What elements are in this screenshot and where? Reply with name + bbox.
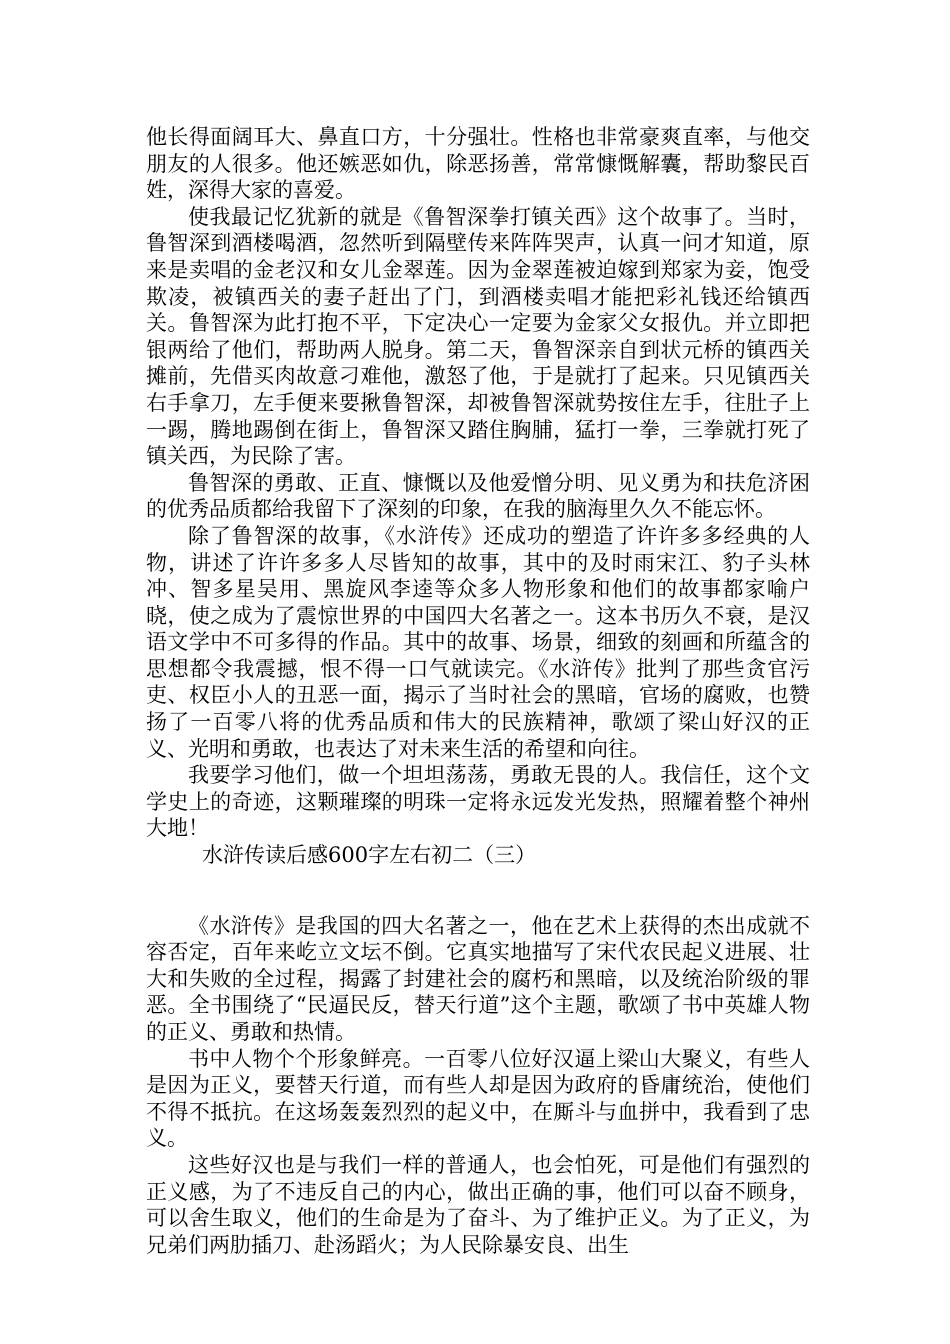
paragraph-2: 使我最记忆犹新的就是《鲁智深拳打镇关西》这个故事了。当时，鲁智深到酒楼喝酒，忽然听到隔壁传来阵阵哭声，认真一问才知道，原来是卖唱的金老汉和女儿金翠莲。因为金翠莲被迫嫁到郑家为妾，饱受欺凌，被镇西关的妻子赶出了门，到酒楼卖唱才能把彩礼钱还给镇西关。鲁智深为此打抱不平，下定决心一定要为金家父女报仇。并立即把银两给了他们，帮助两人脱身。第二天，鲁智深亲自到状元桥的镇西关摊前，先借买肉故意刁难他，激怒了他，于是就打了起来。只见镇西关右手拿刀，左手便来要揪鲁智深，却被鲁智深就势按住左手，往肚子上一踢，腾地踢倒在街上，鲁智深又踏住胸脯，猛打一拳，三拳就打死了镇关西，为民除了害。	[146, 204, 810, 469]
section-subtitle: 水浒传读后感600字左右初二（三）	[202, 843, 537, 868]
section-spacer	[146, 869, 810, 913]
paragraph-4: 除了鲁智深的故事，《水浒传》还成功的塑造了许许多多经典的人物，讲述了许许多多人尽皆知的故事，其中的及时雨宋江、豹子头林冲、智多星吴用、黑旋风李逵等众多人物形象和他们的故事都家喻户晓，使之成为了震惊世界的中国四大名著之一。这本书历久不衰，是汉语文学中不可多得的作品。其中的故事、场景，细致的刻画和所蕴含的思想都令我震撼，恨不得一口气就读完。《水浒传》批判了那些贪官污吏、权臣小人的丑恶一面，揭示了当时社会的黑暗，官场的腐败，也赞扬了一百零八将的优秀品质和伟大的民族精神，歌颂了梁山好汉的正义、光明和勇敢，也表达了对未来生活的希望和向往。	[146, 523, 810, 761]
paragraph-3: 鲁智深的勇敢、正直、慷慨以及他爱憎分明、见义勇为和扶危济困的优秀品质都给我留下了深刻的印象，在我的脑海里久久不能忘怀。	[146, 470, 810, 522]
paragraph-5: 我要学习他们，做一个坦坦荡荡，勇敢无畏的人。我信任，这个文学史上的奇迹，这颗璀璨的明珠一定将永远发光发热，照耀着整个神州大地！	[146, 763, 810, 841]
paragraph-6: 《水浒传》是我国的四大名著之一，他在艺术上获得的杰出成就不容否定，百年来屹立文坛不倒。它真实地描写了宋代农民起义进展、壮大和失败的全过程，揭露了封建社会的腐朽和黑暗，以及统治阶级的罪恶。全书围绕了“民逼民反，替天行道”这个主题，歌颂了书中英雄人物的正义、勇敢和热情。	[146, 913, 810, 1044]
paragraph-1: 他长得面阔耳大、鼻直口方，十分强壮。性格也非常豪爽直率，与他交朋友的人很多。他还嫉恶如仇，除恶扬善，常常慷慨解囊，帮助黎民百姓，深得大家的喜爱。	[146, 125, 810, 203]
paragraph-7: 书中人物个个形象鲜亮。一百零八位好汉逼上梁山大聚义，有些人是因为正义，要替天行道，而有些人却是因为政府的昏庸统治，使他们不得不抵抗。在这场轰轰烈烈的起义中，在厮斗与血拼中，我看到了忠义。	[146, 1046, 810, 1151]
document-page	[146, 124, 810, 1258]
paragraph-8: 这些好汉也是与我们一样的普通人，也会怕死，可是他们有强烈的正义感，为了不违反自己的内心，做出正确的事，他们可以奋不顾身，可以舍生取义，他们的生命是为了奋斗、为了维护正义。为了正义，为兄弟们两肋插刀、赴汤蹈火；为人民除暴安良、出生	[146, 1152, 810, 1257]
